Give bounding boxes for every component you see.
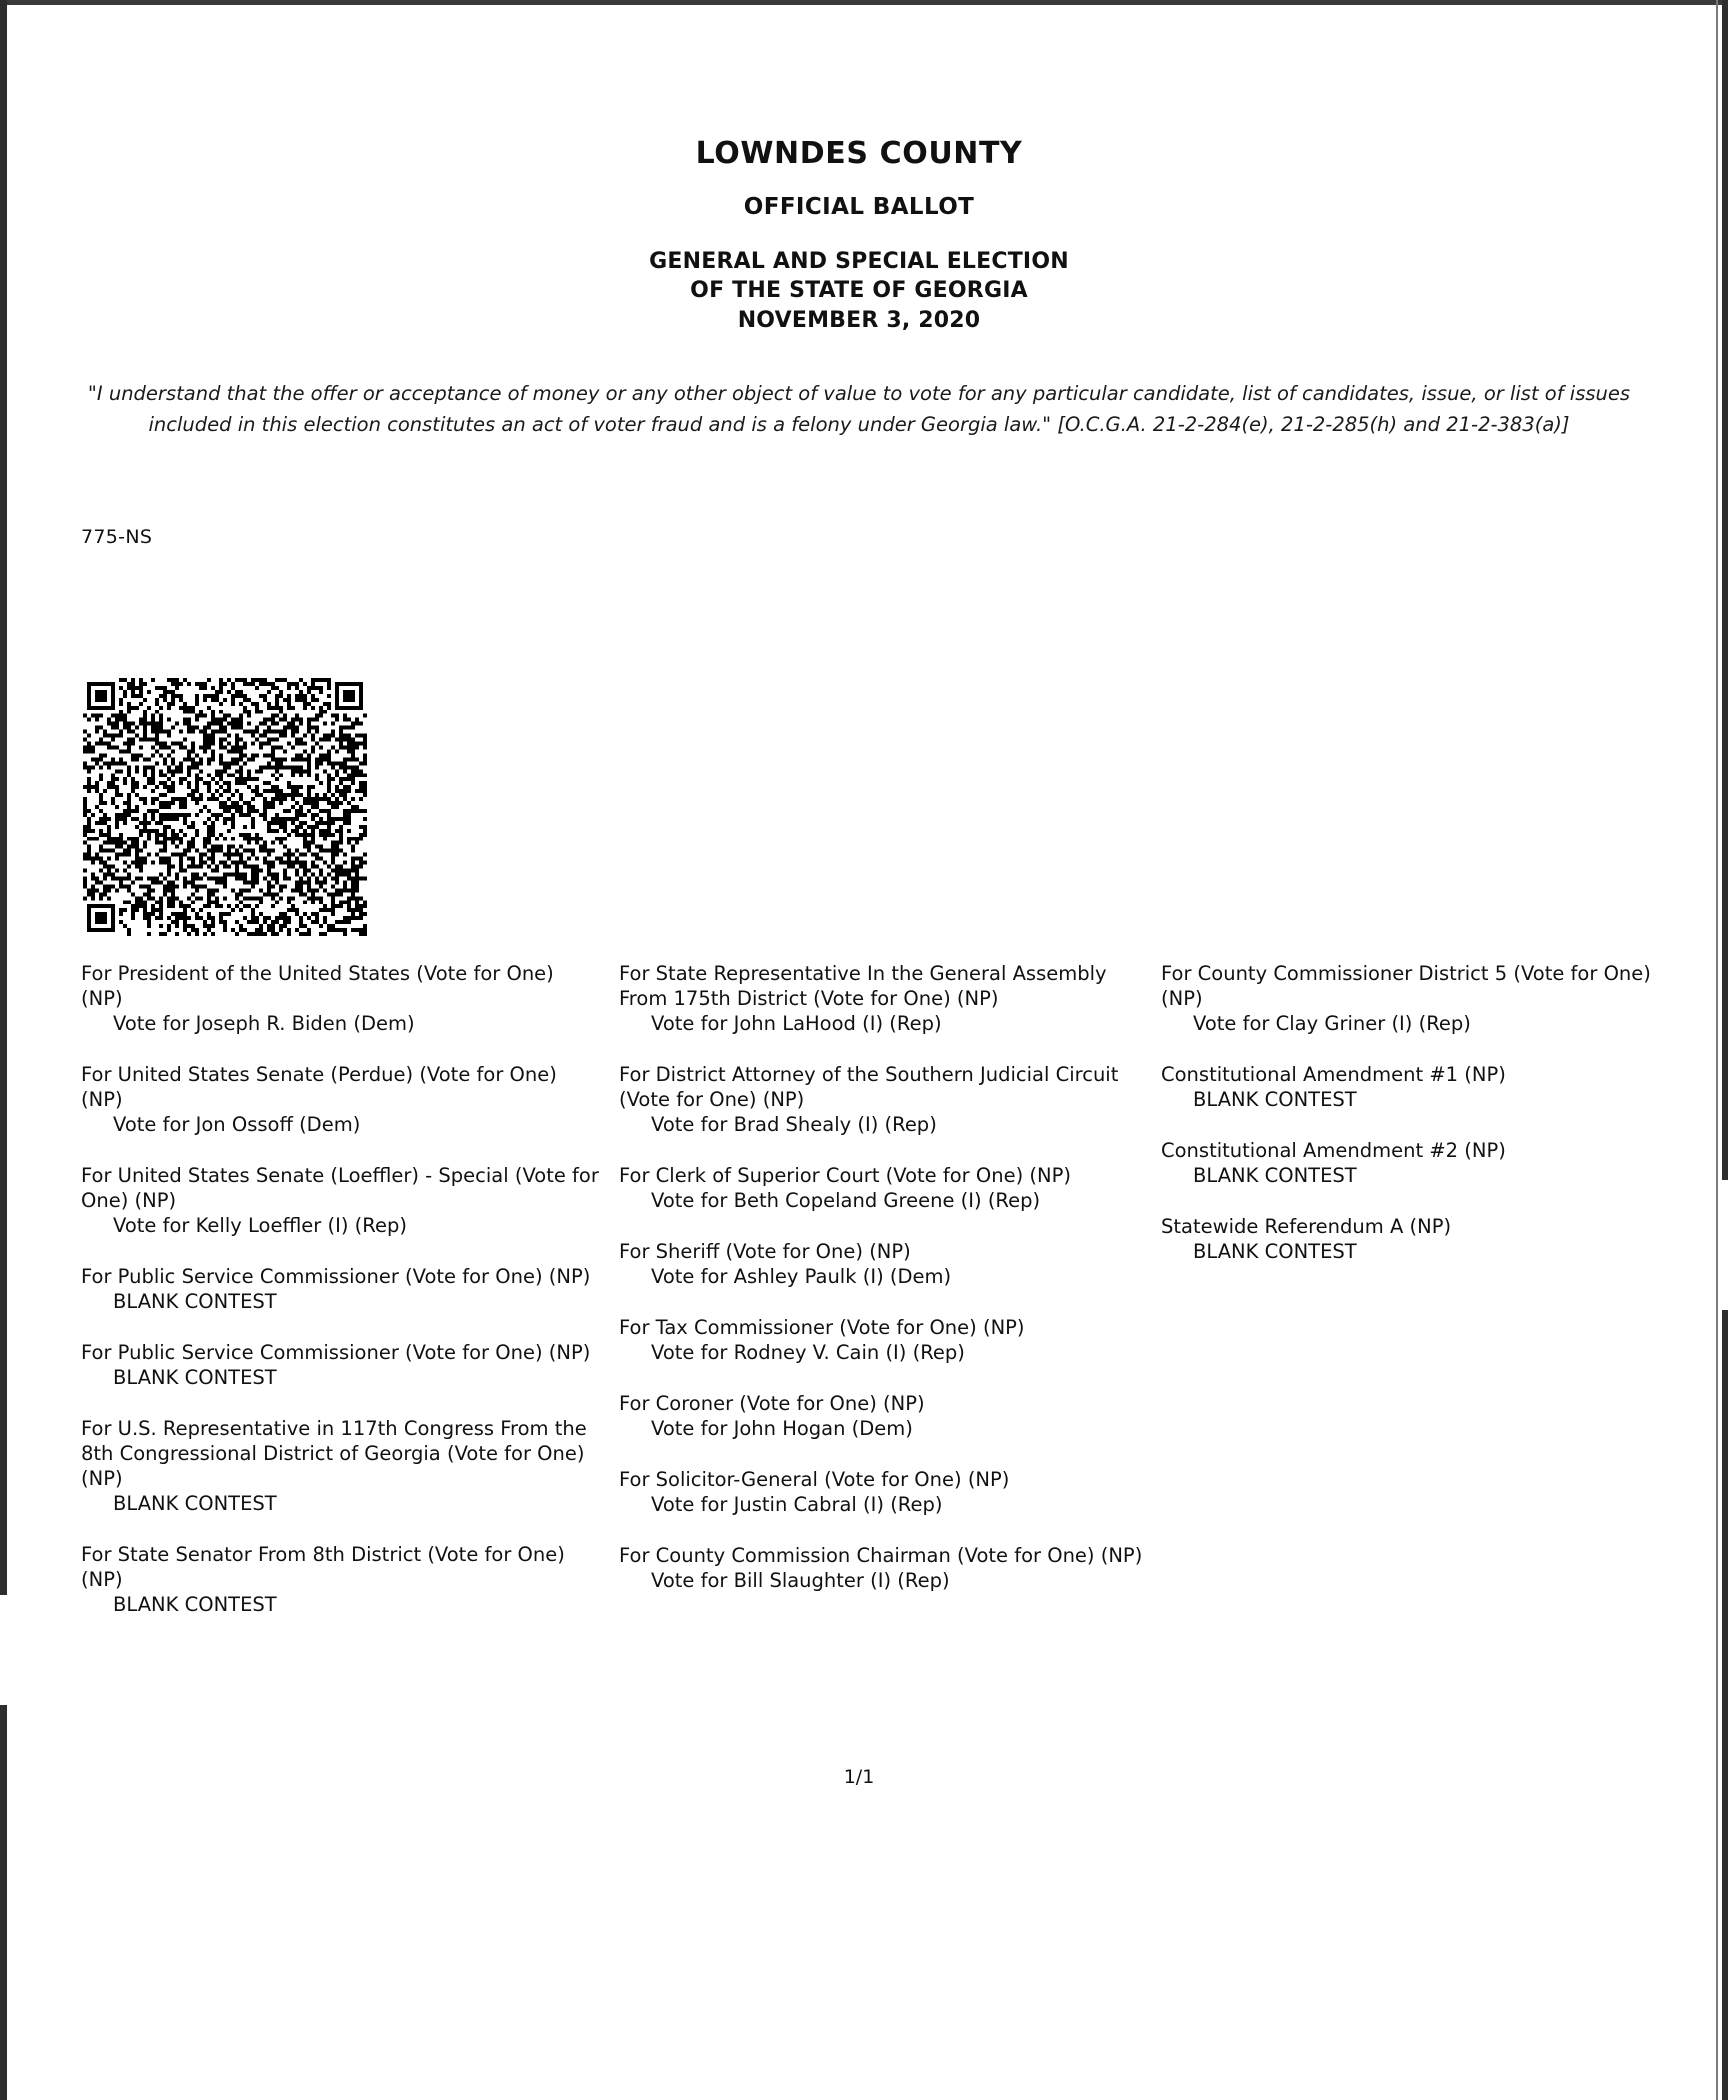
election-date: NOVEMBER 3, 2020 [737, 308, 981, 333]
contest-block [619, 961, 1149, 1036]
contest-title: Constitutional Amendment #1 (NP) [1161, 1063, 1506, 1086]
scan-edge-right [1722, 0, 1728, 2100]
blank-contest-label: BLANK CONTEST [113, 1492, 277, 1515]
election-title-line-1: GENERAL AND SPECIAL ELECTION [649, 249, 1069, 274]
contest-block [81, 1062, 601, 1137]
scan-edge-notch-right [1718, 1180, 1728, 1310]
contest-choice: Vote for Joseph R. Biden (Dem) [113, 1012, 415, 1035]
blank-contest-label: BLANK CONTEST [1193, 1088, 1357, 1111]
contest-title: For U.S. Representative in 117th Congress From the 8th Congressional District of Georgia (Vote for One) (NP) [81, 1417, 587, 1490]
contest-block [81, 1340, 601, 1390]
qr-code-canvas [83, 678, 367, 936]
contest-choice: Vote for Rodney V. Cain (I) (Rep) [651, 1341, 965, 1364]
contest-block [81, 961, 601, 1036]
contest-block [619, 1163, 1149, 1213]
contest-title: For United States Senate (Loeffler) - Special (Vote for One) (NP) [81, 1164, 599, 1212]
contest-title: For County Commission Chairman (Vote for One) (NP) [619, 1544, 1143, 1567]
contest-title: For United States Senate (Perdue) (Vote for One) (NP) [81, 1063, 557, 1111]
blank-contest-label: BLANK CONTEST [113, 1290, 277, 1313]
contest-block [619, 1315, 1149, 1365]
blank-contest-label: BLANK CONTEST [113, 1593, 277, 1616]
contest-block [81, 1264, 601, 1314]
ballot-subtitle: OFFICIAL BALLOT [743, 194, 975, 220]
contest-title: Constitutional Amendment #2 (NP) [1161, 1139, 1506, 1162]
contest-title: For Public Service Commissioner (Vote for One) (NP) [81, 1341, 591, 1364]
contest-choice: Vote for Clay Griner (I) (Rep) [1193, 1012, 1471, 1035]
contest-block [1161, 961, 1671, 1036]
contest-column-3 [1161, 961, 1671, 1290]
contest-title: For State Senator From 8th District (Vote for One) (NP) [81, 1543, 565, 1591]
contest-title: Statewide Referendum A (NP) [1161, 1215, 1452, 1238]
blank-contest-label: BLANK CONTEST [1193, 1240, 1357, 1263]
contest-title: For President of the United States (Vote for One) (NP) [81, 962, 554, 1010]
contest-block [81, 1416, 601, 1516]
contest-column-1 [81, 961, 601, 1643]
contest-block [1161, 1138, 1671, 1188]
contest-block [619, 1239, 1149, 1289]
contest-title: For Solicitor-General (Vote for One) (NP) [619, 1468, 1010, 1491]
contest-block [619, 1062, 1149, 1137]
contest-choice: Vote for Brad Shealy (I) (Rep) [651, 1113, 937, 1136]
contest-title: For County Commissioner District 5 (Vote for One) (NP) [1161, 962, 1651, 1010]
contest-title: For Sheriff (Vote for One) (NP) [619, 1240, 911, 1263]
contest-title: For Coroner (Vote for One) (NP) [619, 1392, 925, 1415]
contest-block [619, 1391, 1149, 1441]
voter-oath-text: "I understand that the offer or acceptance of money or any other object of value to vote for any particular candidate, list of candidates, issue, or list of issues included in this election constitutes an act of voter fraud and is a felony under Georgia law." [O.C.G.A. 21-2-284(e), 21-2-285(h) and 21-2-383(a)] [87, 382, 1631, 436]
election-title-line-2: OF THE STATE OF GEORGIA [690, 278, 1028, 303]
contest-block [1161, 1214, 1671, 1264]
contest-title: For State Representative In the General Assembly From 175th District (Vote for One) (NP) [619, 962, 1107, 1010]
contest-block [81, 1542, 601, 1617]
qr-code-icon [83, 678, 367, 936]
contest-block [619, 1467, 1149, 1517]
scan-edge-top [0, 0, 1728, 5]
scan-edge-right-secondary [1716, 0, 1718, 2100]
contest-choice: Vote for Justin Cabral (I) (Rep) [651, 1493, 943, 1516]
contest-choice: Vote for Jon Ossoff (Dem) [113, 1113, 361, 1136]
blank-contest-label: BLANK CONTEST [113, 1366, 277, 1389]
page-title: LOWNDES COUNTY [695, 136, 1023, 171]
contest-block [81, 1163, 601, 1238]
contest-choice: Vote for John Hogan (Dem) [651, 1417, 913, 1440]
contest-choice: Vote for Bill Slaughter (I) (Rep) [651, 1569, 950, 1592]
contest-title: For Tax Commissioner (Vote for One) (NP) [619, 1316, 1025, 1339]
contest-title: For Clerk of Superior Court (Vote for One) (NP) [619, 1164, 1071, 1187]
blank-contest-label: BLANK CONTEST [1193, 1164, 1357, 1187]
contest-block [619, 1543, 1149, 1593]
contest-title: For Public Service Commissioner (Vote for One) (NP) [81, 1265, 591, 1288]
contest-choice: Vote for Ashley Paulk (I) (Dem) [651, 1265, 952, 1288]
scan-edge-left [0, 0, 7, 2100]
contest-choice: Vote for Beth Copeland Greene (I) (Rep) [651, 1189, 1041, 1212]
scan-edge-notch-left [0, 1595, 12, 1705]
contest-choice: Vote for Kelly Loeffler (I) (Rep) [113, 1214, 407, 1237]
ballot-sheet [9, 6, 1709, 2094]
contest-choice: Vote for John LaHood (I) (Rep) [651, 1012, 942, 1035]
page-number: 1/1 [843, 1766, 875, 1788]
contest-block [1161, 1062, 1671, 1112]
contest-column-2 [619, 961, 1149, 1619]
contest-title: For District Attorney of the Southern Judicial Circuit (Vote for One) (NP) [619, 1063, 1119, 1111]
ballot-style-id: 775-NS [81, 526, 153, 548]
